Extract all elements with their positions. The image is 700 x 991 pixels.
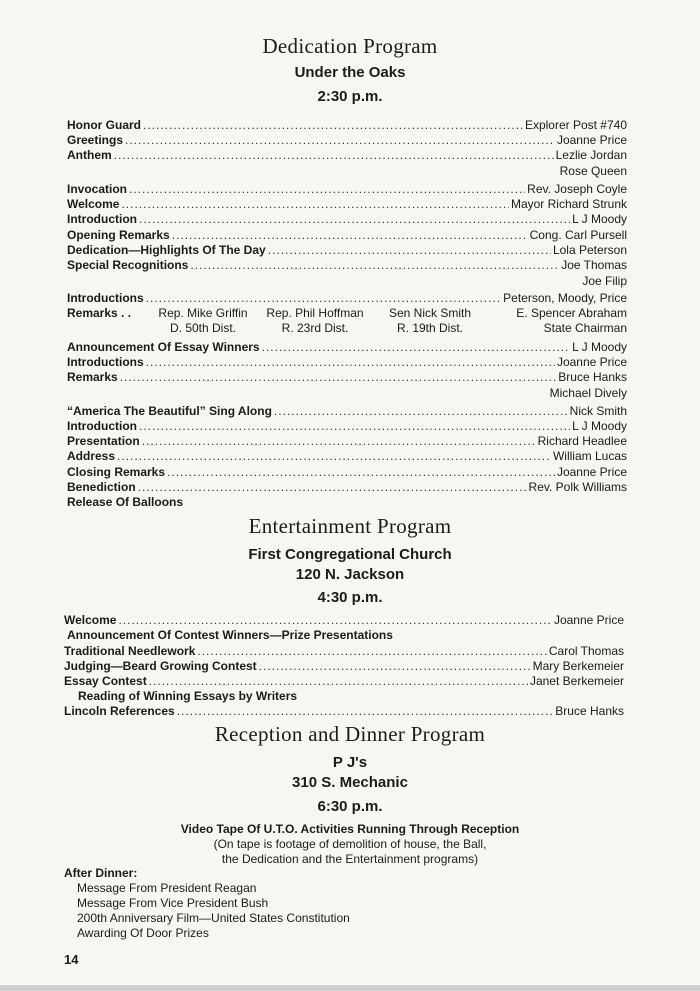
program-row: Honor Guard ..... Explorer Post #740 bbox=[67, 118, 627, 133]
program-row: Closing Remarks ..... Joanne Price bbox=[67, 465, 627, 480]
reception-title: Reception and Dinner Program bbox=[214, 722, 486, 746]
rep-name: Sen Nick Smith bbox=[388, 306, 472, 320]
program-row: Opening Remarks ..... Cong. Carl Pursell bbox=[67, 228, 627, 243]
program-row: Traditional Needlework ..... Carol Thomas bbox=[64, 644, 624, 659]
video-note-line1: (On tape is footage of demolition of house, the Ball, bbox=[213, 837, 487, 851]
program-row: Greetings ..... Joanne Price bbox=[67, 133, 627, 148]
rep-district: R. 23rd Dist. bbox=[281, 321, 349, 335]
remarks-label: Remarks . . bbox=[67, 306, 132, 320]
program-row-continuation: Joe Filip bbox=[582, 274, 627, 288]
program-row: Introductions ..... Joanne Price bbox=[67, 355, 627, 370]
program-row: Anthem ..... Lezlie Jordan bbox=[67, 148, 627, 163]
page-number: 14 bbox=[64, 952, 79, 967]
reception-venue: P J's bbox=[332, 754, 368, 771]
program-row: Announcement Of Essay Winners ..... L J Moody bbox=[67, 340, 627, 355]
program-row: Introduction ..... L J Moody bbox=[67, 212, 627, 227]
program-row: Address ..... William Lucas bbox=[67, 449, 627, 464]
program-row: Lincoln References ..... Bruce Hanks bbox=[64, 704, 624, 719]
after-dinner-label: After Dinner: bbox=[64, 866, 138, 880]
entertainment-time: 4:30 p.m. bbox=[317, 589, 383, 606]
dedication-title: Dedication Program bbox=[262, 34, 438, 58]
after-dinner-item: 200th Anniversary Film—United States Constitution bbox=[77, 911, 350, 925]
program-row: “America The Beautiful” Sing Along ..... Nick Smith bbox=[67, 404, 627, 419]
page-edge bbox=[0, 985, 700, 991]
rep-district: State Chairman bbox=[543, 321, 627, 335]
contest-announcement: Announcement Of Contest Winners—Prize Presentations bbox=[67, 628, 393, 642]
release-balloons: Release Of Balloons bbox=[67, 495, 184, 509]
reception-address: 310 S. Mechanic bbox=[292, 774, 408, 791]
rep-name: E. Spencer Abraham bbox=[516, 306, 627, 320]
program-row-continuation: Michael Dively bbox=[549, 386, 627, 400]
video-note-line2: the Dedication and the Entertainment programs) bbox=[221, 852, 479, 866]
program-row: Essay Contest ..... Janet Berkemeier bbox=[64, 674, 624, 689]
video-tape-line: Video Tape Of U.T.O. Activities Running Through Reception bbox=[180, 822, 520, 836]
entertainment-title: Entertainment Program bbox=[248, 514, 452, 538]
essay-reading: Reading of Winning Essays by Writers bbox=[78, 689, 298, 703]
program-row: Special Recognitions ..... Joe Thomas bbox=[67, 258, 627, 273]
entertainment-address: 120 N. Jackson bbox=[295, 566, 405, 583]
program-row: Welcome ..... Mayor Richard Strunk bbox=[67, 197, 627, 212]
dedication-time: 2:30 p.m. bbox=[317, 88, 383, 105]
after-dinner-item: Awarding Of Door Prizes bbox=[77, 926, 209, 940]
program-row: Introduction ..... L J Moody bbox=[67, 419, 627, 434]
after-dinner-item: Message From Vice President Bush bbox=[77, 896, 269, 910]
program-row: Benediction ..... Rev. Polk Williams bbox=[67, 480, 627, 495]
program-row: Introductions ..... Peterson, Moody, Price bbox=[67, 291, 627, 306]
entertainment-venue: First Congregational Church bbox=[248, 546, 452, 563]
rep-name: Rep. Mike Griffin bbox=[158, 306, 248, 320]
rep-name: Rep. Phil Hoffman bbox=[266, 306, 364, 320]
program-row-continuation: Rose Queen bbox=[559, 164, 627, 178]
remarks-representatives bbox=[67, 306, 627, 338]
program-row: Dedication—Highlights Of The Day ..... Lola Peterson bbox=[67, 243, 627, 258]
dedication-venue: Under the Oaks bbox=[294, 64, 406, 81]
after-dinner-item: Message From President Reagan bbox=[77, 881, 257, 895]
rep-district: D. 50th Dist. bbox=[169, 321, 237, 335]
program-row: Remarks ..... Bruce Hanks bbox=[67, 370, 627, 385]
program-row: Judging—Beard Growing Contest ..... Mary Berkemeier bbox=[64, 659, 624, 674]
program-row: Presentation ..... Richard Headlee bbox=[67, 434, 627, 449]
rep-district: R. 19th Dist. bbox=[396, 321, 464, 335]
reception-time: 6:30 p.m. bbox=[317, 798, 383, 815]
program-row: Welcome ..... Joanne Price bbox=[64, 613, 624, 628]
program-row: Invocation ..... Rev. Joseph Coyle bbox=[67, 182, 627, 197]
